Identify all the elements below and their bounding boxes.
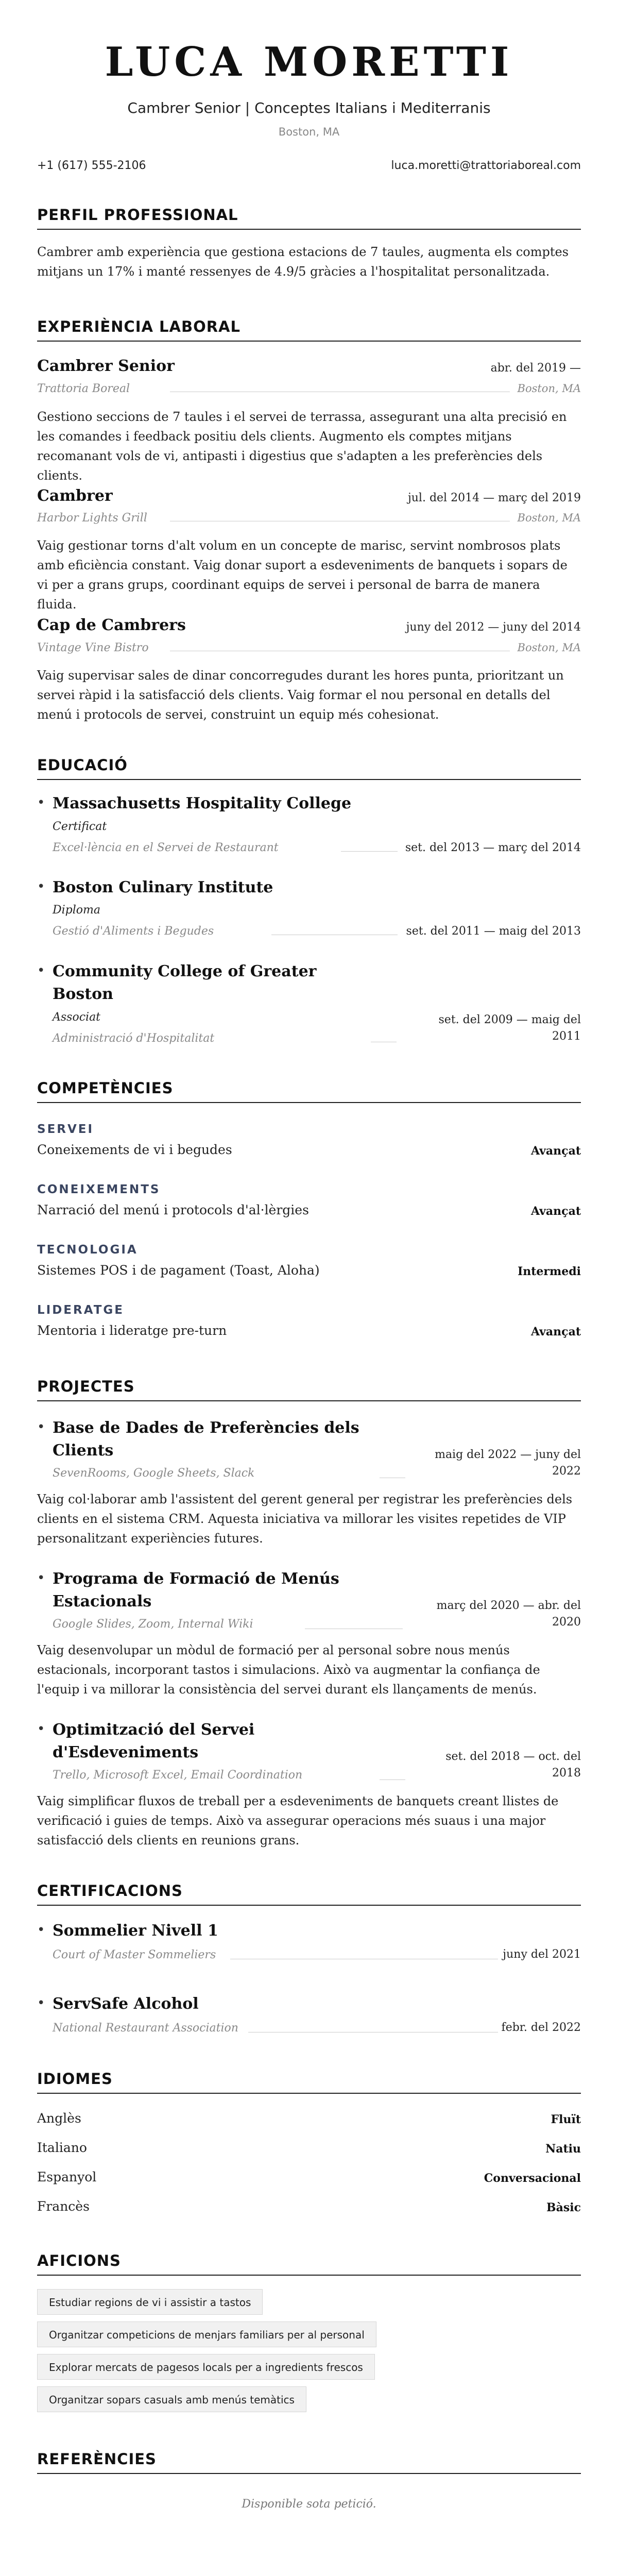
job-location: Boston, MA <box>517 382 581 395</box>
hobby-tag: Estudiar regions de vi i assistir a tastos <box>37 2289 263 2315</box>
school-name: Community College of Greater Boston <box>53 962 317 1003</box>
bullet-icon: • <box>37 1721 45 1737</box>
certification-name: Sommelier Nivell 1 <box>53 1922 218 1940</box>
language-level: Fluït <box>551 2113 581 2126</box>
certification-issuer: Court of Master Sommeliers <box>53 1948 216 1961</box>
bullet-icon: • <box>37 795 45 810</box>
certification-date: juny del 2021 <box>503 1948 581 1961</box>
language-name: Italiano <box>37 2140 87 2155</box>
email-address: luca.moretti@trattoriaboreal.com <box>391 159 581 172</box>
school-name: Boston Culinary Institute <box>53 878 273 896</box>
hobby-tag: Explorar mercats de pagesos locals per a ingredients frescos <box>37 2354 375 2380</box>
header-location: Boston, MA <box>278 126 340 138</box>
job-title: Cap de Cambrers <box>37 616 186 634</box>
field-of-study: Administració d'Hospitalitat <box>53 1032 215 1045</box>
job-location: Boston, MA <box>517 641 581 654</box>
section-title-projects: PROJECTES <box>37 1378 581 1401</box>
project-title: Base de Dades de Preferències dels Clients <box>53 1419 359 1460</box>
education-dates: set. del 2013 — març del 2014 <box>405 841 581 854</box>
job-title: Cambrer <box>37 487 113 505</box>
references-text: Disponible sota petició. <box>242 2498 376 2511</box>
language-level: Natiu <box>545 2142 581 2156</box>
headline: Cambrer Senior | Conceptes Italians i Mediterranis <box>127 99 491 116</box>
certification-date: febr. del 2022 <box>501 2021 581 2034</box>
degree: Associat <box>53 1011 101 1024</box>
skill-category: LIDERATGE <box>37 1303 125 1317</box>
job-company: Trattoria Boreal <box>37 382 130 395</box>
skill-level: Avançat <box>530 1205 581 1218</box>
section-title-certifications: CERTIFICACIONS <box>37 1882 581 1906</box>
field-of-study: Gestió d'Aliments i Begudes <box>53 925 214 938</box>
language-level: Bàsic <box>546 2201 581 2214</box>
bullet-icon: • <box>37 1570 45 1586</box>
skill-level: Intermedi <box>517 1265 581 1278</box>
job-dates: jul. del 2014 — març del 2019 <box>407 492 581 504</box>
phone-number: +1 (617) 555-2106 <box>37 159 146 172</box>
bullet-icon: • <box>37 1995 45 2011</box>
job-dates: abr. del 2019 — <box>490 362 581 375</box>
job-location: Boston, MA <box>517 512 581 524</box>
project-title: Programa de Formació de Menús Estacionals <box>53 1570 339 1611</box>
language-name: Espanyol <box>37 2170 97 2184</box>
project-description: Vaig desenvolupar un mòdul de formació per al personal sobre nous menús estacionals, incorporant tastos i simulacions. Això va augmentar la confiança de l'equip i va millorar la consistència del servei durant els llançaments de menús. <box>37 1643 540 1697</box>
contact-row <box>37 159 581 172</box>
project-description: Vaig col·laborar amb l'assistent del gerent general per registrar les preferències dels clients en el sistema CRM. Aquesta iniciativa va millorar les visites repetides de VIP personalitzant experiències futures. <box>37 1492 573 1546</box>
project-tools: SevenRooms, Google Sheets, Slack <box>53 1467 255 1480</box>
section-title-hobbies: AFICIONS <box>37 2252 581 2276</box>
skill-level: Avançat <box>530 1144 581 1158</box>
project-dates: maig del 2022 — juny del 2022 <box>435 1448 581 1478</box>
education-dates: set. del 2009 — maig del 2011 <box>438 1013 581 1043</box>
certification-issuer: National Restaurant Association <box>53 2022 238 2035</box>
project-dates: març del 2020 — abr. del 2020 <box>436 1599 581 1629</box>
bullet-icon: • <box>37 1419 45 1435</box>
field-of-study: Excel·lència en el Servei de Restaurant <box>53 841 279 854</box>
section-title-experience: EXPERIÈNCIA LABORAL <box>37 318 581 342</box>
project-description: Vaig simplificar fluxos de treball per a esdeveniments de banquets creant llistes de verificació i guies de temps. Això va assegurar operacions més suaus i una major satisfacció dels clients en reunions grans. <box>37 1794 559 1848</box>
job-dates: juny del 2012 — juny del 2014 <box>406 621 581 634</box>
language-name: Francès <box>37 2199 90 2214</box>
job-description: Vaig gestionar torns d'alt volum en un concepte de marisc, servint nombrosos plats amb eficiència constant. Vaig donar suport a esdeveniments de banquets i sopars de vi per a grans grups, coordinant equips de servei i personal de barra de manera fluida. <box>37 538 568 612</box>
language-name: Anglès <box>37 2111 81 2126</box>
profile-text: Cambrer amb experiència que gestiona estacions de 7 taules, augmenta els comptes mitjans un 17% i manté ressenyes de 4.9/5 gràcies a l'hospitalitat personalitzada. <box>37 245 569 279</box>
degree: Diploma <box>53 904 101 917</box>
job-title: Cambrer Senior <box>37 357 175 375</box>
section-title-education: EDUCACIÓ <box>37 756 581 780</box>
project-title: Optimització del Servei d'Esdeveniments <box>53 1721 255 1761</box>
section-title-profile: PERFIL PROFESSIONAL <box>37 206 581 230</box>
bullet-icon: • <box>37 1922 45 1938</box>
section-title-skills: COMPETÈNCIES <box>37 1079 581 1103</box>
degree: Certificat <box>53 820 107 833</box>
language-level: Conversacional <box>484 2172 581 2185</box>
project-tools: Trello, Microsoft Excel, Email Coordination <box>53 1769 303 1782</box>
skill-category: SERVEI <box>37 1123 94 1136</box>
dotted-leader <box>341 851 398 852</box>
bullet-icon: • <box>37 879 45 894</box>
candidate-name: LUCA MORETTI <box>105 39 513 86</box>
project-tools: Google Slides, Zoom, Internal Wiki <box>53 1618 253 1631</box>
skill-category: CONEIXEMENTS <box>37 1183 161 1196</box>
skill-name: Sistemes POS i de pagament (Toast, Aloha) <box>37 1263 320 1278</box>
job-description: Gestiono seccions de 7 taules i el servei de terrassa, assegurant una alta precisió en les comandes i feedback positiu dels clients. Augmento els comptes mitjans recomanant vols de vi, antipasti i digestius que s'adapten a les preferències dels clients. <box>37 410 567 483</box>
hobby-tag: Organitzar competicions de menjars familiars per al personal <box>37 2321 376 2347</box>
job-company: Harbor Lights Grill <box>37 512 147 524</box>
certification-name: ServSafe Alcohol <box>53 1995 199 2013</box>
skill-level: Avançat <box>530 1325 581 1338</box>
education-dates: set. del 2011 — maig del 2013 <box>406 925 581 938</box>
section-title-references: REFERÈNCIES <box>37 2450 581 2474</box>
job-company: Vintage Vine Bistro <box>37 641 149 654</box>
skill-name: Mentoria i lideratge pre-turn <box>37 1323 227 1338</box>
school-name: Massachusetts Hospitality College <box>53 794 352 812</box>
bullet-icon: • <box>37 963 45 978</box>
skill-name: Coneixements de vi i begudes <box>37 1142 232 1157</box>
hobby-tag: Organitzar sopars casuals amb menús temàtics <box>37 2386 306 2412</box>
section-title-languages: IDIOMES <box>37 2070 581 2094</box>
project-dates: set. del 2018 — oct. del 2018 <box>445 1750 581 1780</box>
job-description: Vaig supervisar sales de dinar concorregudes durant les hores punta, prioritzant un servei ràpid i la satisfacció dels clients. Vaig formar el nou personal en detalls del menú i protocols de servei, construint un equip més cohesionat. <box>37 668 564 722</box>
skill-name: Narració del menú i protocols d'al·lèrgies <box>37 1202 309 1217</box>
skill-category: TECNOLOGIA <box>37 1243 138 1257</box>
